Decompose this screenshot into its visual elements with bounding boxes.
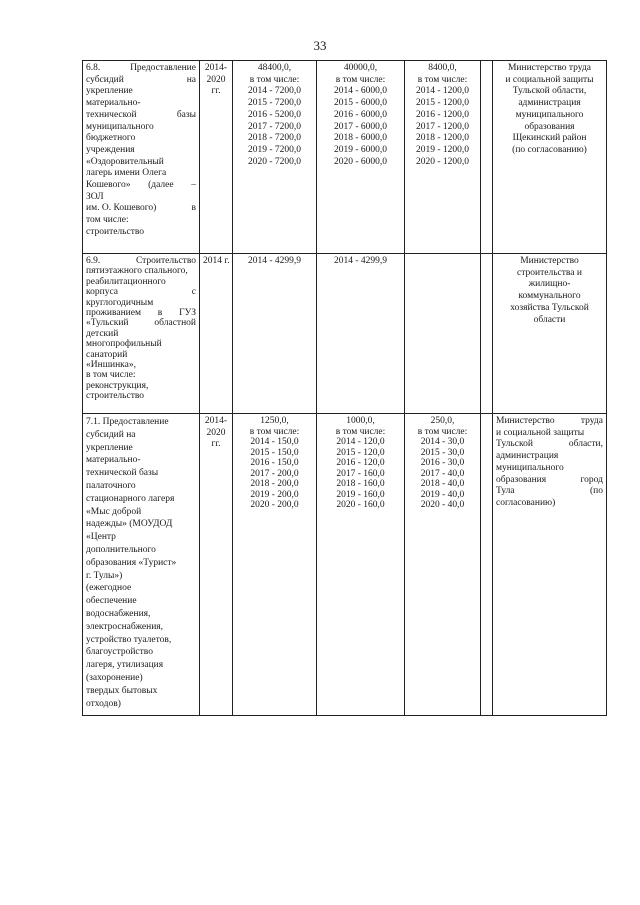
funding-year-value: 2019 - 200,0: [250, 489, 299, 500]
executor-line-word: Министерство: [496, 416, 555, 426]
measure-name-line: обеспечение: [86, 596, 137, 607]
executor-line: (по согласованию): [512, 144, 587, 155]
measure-name-line-word: в: [157, 308, 163, 319]
executor-line-word: труда: [580, 416, 603, 426]
other-funding-cell: [481, 414, 493, 716]
funding-total: 250,0,: [430, 416, 455, 426]
executor-line: и социальной защиты: [496, 427, 585, 438]
funding-year-value: 2019 - 40,0: [420, 489, 465, 500]
period-cell: [200, 254, 233, 414]
executor-line: администрация: [518, 98, 581, 109]
measure-name-line: «Центр: [86, 532, 116, 543]
measure-name-line: [86, 75, 196, 87]
measure-name-line-word: Строительство: [135, 256, 196, 266]
other-funding-cell: [481, 61, 493, 254]
measure-name-line-word: с: [191, 287, 196, 298]
executor-line-word: город: [580, 474, 603, 485]
funding-year-value: 2015 - 6000,0: [333, 98, 388, 109]
funding-year-value: 2014 - 120,0: [336, 437, 385, 447]
measure-name-line-word: ГУЗ: [179, 308, 196, 319]
period-cell: [200, 414, 233, 716]
measure-name-line: [86, 256, 196, 266]
measure-name-line-word: технической: [86, 109, 137, 120]
table-row: [83, 414, 607, 716]
funding-subheading: в том числе:: [417, 74, 468, 85]
funding-total: 1000,0,: [346, 416, 375, 426]
page-number: 33: [313, 38, 327, 53]
period-line: гг.: [211, 86, 221, 97]
executor-line-word: Тула: [496, 486, 515, 497]
table-row: [83, 254, 607, 414]
funding-year-value: 2019 - 7200,0: [247, 144, 302, 155]
measure-name-line: водоснабжения,: [86, 608, 151, 619]
executor-line: Щекинский район: [512, 133, 587, 144]
measure-name-line-word: базы: [176, 109, 196, 120]
measure-name-line: 7.1. Предоставление: [86, 417, 169, 427]
measure-name-line: материально-: [86, 455, 141, 466]
measure-name-line: в том числе:: [86, 370, 136, 381]
measure-name-line-word: проживанием: [86, 308, 141, 319]
total-funding-cell: [233, 61, 317, 254]
measure-name-line-word: Кошевого»: [86, 180, 131, 191]
period-line: 2020: [206, 74, 226, 85]
measure-name-line: [86, 318, 196, 328]
measure-name-line: образования «Турист»: [86, 557, 177, 568]
funding-year-value: 2016 - 5200,0: [247, 109, 302, 120]
other-funding-cell: [481, 254, 493, 414]
funding-year-value: 2020 - 200,0: [250, 500, 299, 510]
measure-name-line: благоустройство: [86, 647, 153, 658]
total-funding-cell: [233, 254, 317, 414]
measure-name-line: [86, 180, 196, 192]
measure-name-line-word: –: [191, 180, 196, 191]
measure-name-line: многопрофильный: [86, 339, 162, 350]
local-funding-cell: [405, 414, 481, 716]
measure-name-line-word: в: [191, 203, 196, 214]
local-funding-cell: [405, 61, 481, 254]
funding-year-value: 2016 - 120,0: [336, 458, 385, 468]
funding-year-value: 2015 - 7200,0: [247, 98, 302, 109]
executor-line-word: Тульской: [496, 439, 533, 450]
funding-year-value: 2018 - 200,0: [250, 479, 299, 489]
measure-name-line: бюджетного: [86, 133, 136, 144]
executor-line: [496, 439, 603, 451]
measure-name-line: устройство туалетов,: [86, 634, 172, 645]
measure-name-line: лагеря, утилизация: [86, 660, 164, 671]
total-funding-cell: [233, 414, 317, 716]
executor-line: Министерство: [520, 256, 579, 266]
measure-name-line: детский: [86, 328, 119, 339]
measure-name-line-word: 6.8.: [86, 63, 101, 73]
funding-year-value: 2017 - 1200,0: [415, 121, 470, 132]
funding-year-value: 2016 - 6000,0: [333, 109, 388, 120]
executor-line: области: [533, 314, 566, 325]
measure-name-line: строительство: [86, 391, 145, 402]
measure-name-line: (захоронение): [86, 672, 143, 683]
executor-line: [496, 416, 603, 428]
period-line: 2020: [206, 427, 226, 438]
funding-year-value: 2014 - 1200,0: [415, 86, 470, 97]
measure-name-line: [86, 308, 196, 318]
executor-line-word: области,: [568, 439, 603, 450]
executor-line: [496, 486, 603, 498]
measure-name-line: [86, 63, 196, 75]
funding-total: 2014 - 4299,9: [247, 256, 302, 266]
executor-cell: [493, 61, 607, 254]
measure-name-line: санаторий: [86, 349, 128, 360]
measure-name-line: твердых бытовых: [86, 685, 158, 696]
measure-name-line: «Оздоровительный: [86, 156, 164, 167]
executor-line: и социальной защиты: [505, 74, 594, 85]
measure-name-line: реабилитационного: [86, 276, 166, 287]
measure-name-line: лагерь имени Олега: [86, 168, 167, 179]
funding-subheading: в том числе:: [249, 426, 300, 437]
period-line: 2014 г.: [203, 256, 230, 266]
measure-name-line: технической базы: [86, 468, 159, 479]
measure-name-line: учреждения: [86, 144, 135, 155]
measure-name-line: [86, 287, 196, 297]
measure-name-line: строительство: [86, 226, 145, 237]
measure-name-line-word: (далее: [148, 180, 174, 191]
table-row: [83, 61, 607, 254]
measure-name-line-word: Предоставление: [130, 63, 196, 73]
measure-name-line-word: областной: [154, 318, 196, 329]
executor-line-word: (по: [590, 486, 603, 497]
measure-name-line: том числе:: [86, 215, 129, 226]
measure-name-line-word: «Тульский: [86, 318, 129, 329]
funding-year-value: 2020 - 1200,0: [415, 156, 470, 167]
measure-name-line: [86, 203, 196, 215]
measure-name-line-word: на: [186, 74, 196, 85]
funding-year-value: 2014 - 150,0: [250, 437, 299, 447]
measure-name-line: надежды» (МОУДОД: [86, 519, 173, 530]
measure-name-line: отходов): [86, 698, 121, 709]
funding-subheading: в том числе:: [335, 74, 386, 85]
funding-year-value: 2018 - 40,0: [420, 479, 465, 489]
funding-year-value: 2015 - 1200,0: [415, 98, 470, 109]
measure-name-line-word: корпуса: [86, 287, 119, 298]
measure-name-line: материально-: [86, 98, 141, 109]
period-line: 2014-: [204, 416, 228, 426]
measure-name-line: «Мыс доброй: [86, 506, 142, 517]
measure-name-line: реконструкция,: [86, 380, 149, 391]
period-line: гг.: [211, 439, 221, 450]
funding-year-value: 2014 - 7200,0: [247, 86, 302, 97]
funding-year-value: 2014 - 30,0: [420, 437, 465, 447]
funding-year-value: 2016 - 30,0: [420, 458, 465, 468]
measure-name-line: укрепление: [86, 86, 133, 97]
measure-name-line: субсидий на: [86, 429, 136, 440]
funding-subheading: в том числе:: [249, 74, 300, 85]
executor-line: Министерство труда: [507, 63, 592, 73]
executor-line: строительства и: [517, 267, 582, 278]
funding-year-value: 2019 - 6000,0: [333, 144, 388, 155]
funding-year-value: 2016 - 150,0: [250, 458, 299, 468]
measure-name-cell: [83, 254, 200, 414]
measure-name-line: муниципального: [86, 121, 154, 132]
measure-name-cell: [83, 61, 200, 254]
funding-year-value: 2017 - 160,0: [336, 468, 385, 479]
local-funding-cell: [405, 254, 481, 414]
funding-year-value: 2018 - 1200,0: [415, 133, 470, 144]
program-table: [82, 60, 607, 716]
measure-name-line: [86, 110, 196, 122]
funding-year-value: 2015 - 120,0: [336, 447, 385, 458]
executor-line: коммунального: [518, 291, 581, 302]
funding-total: 48400,0,: [257, 63, 292, 73]
measure-name-line-word: 6.9.: [86, 256, 101, 266]
funding-subheading: в том числе:: [417, 426, 468, 437]
funding-year-value: 2014 - 6000,0: [333, 86, 388, 97]
executor-line: хозяйства Тульской: [510, 302, 589, 313]
funding-year-value: 2019 - 1200,0: [415, 144, 470, 155]
funding-total: 40000,0,: [343, 63, 378, 73]
funding-total: 1250,0,: [260, 416, 289, 426]
measure-name-line: (ежегодное: [86, 583, 132, 594]
measure-name-line: стационарного лагеря: [86, 493, 175, 504]
measure-name-line: ЗОЛ: [86, 191, 104, 202]
measure-name-line: круглогодичным: [86, 297, 154, 308]
executor-line: жилищно-: [528, 279, 571, 290]
measure-name-cell: [83, 414, 200, 716]
measure-name-line: пятиэтажного спального,: [86, 266, 188, 277]
funding-year-value: 2020 - 40,0: [420, 500, 465, 510]
executor-line: муниципального: [496, 462, 564, 473]
period-cell: [200, 61, 233, 254]
measure-name-line: укрепление: [86, 442, 133, 453]
funding-total: 2014 - 4299,9: [333, 256, 388, 266]
executor-line: Тульской области,: [512, 86, 587, 97]
funding-year-value: 2015 - 150,0: [250, 447, 299, 458]
executor-cell: [493, 254, 607, 414]
funding-year-value: 2020 - 6000,0: [333, 156, 388, 167]
executor-line: администрация: [496, 451, 559, 462]
measure-name-line-word: субсидий: [86, 74, 124, 85]
regional-funding-cell: [317, 254, 405, 414]
funding-subheading: в том числе:: [335, 426, 386, 437]
funding-year-value: 2020 - 7200,0: [247, 156, 302, 167]
funding-year-value: 2018 - 6000,0: [333, 133, 388, 144]
funding-year-value: 2019 - 160,0: [336, 489, 385, 500]
regional-funding-cell: [317, 61, 405, 254]
funding-total: 8400,0,: [428, 63, 457, 73]
executor-line: образования: [524, 121, 575, 132]
funding-year-value: 2017 - 7200,0: [247, 121, 302, 132]
funding-year-value: 2018 - 160,0: [336, 479, 385, 489]
funding-year-value: 2016 - 1200,0: [415, 109, 470, 120]
executor-line: согласованию): [496, 497, 556, 508]
funding-year-value: 2015 - 30,0: [420, 447, 465, 458]
measure-name-line: палаточного: [86, 480, 136, 491]
regional-funding-cell: [317, 414, 405, 716]
measure-name-line-word: им. О. Кошевого): [86, 203, 157, 214]
measure-name-line: электроснабжения,: [86, 621, 164, 632]
funding-year-value: 2020 - 160,0: [336, 500, 385, 510]
funding-year-value: 2017 - 40,0: [420, 468, 465, 479]
funding-year-value: 2017 - 6000,0: [333, 121, 388, 132]
measure-name-line: «Иншинка»,: [86, 360, 136, 371]
executor-line: муниципального: [515, 109, 584, 120]
measure-name-line: дополнительного: [86, 544, 156, 555]
funding-year-value: 2017 - 200,0: [250, 468, 299, 479]
executor-line: [496, 475, 603, 487]
executor-line-word: образования: [496, 474, 547, 485]
period-line: 2014-: [204, 63, 228, 73]
executor-cell: [493, 414, 607, 716]
measure-name-line: г. Тулы»): [86, 570, 123, 581]
funding-year-value: 2018 - 7200,0: [247, 133, 302, 144]
